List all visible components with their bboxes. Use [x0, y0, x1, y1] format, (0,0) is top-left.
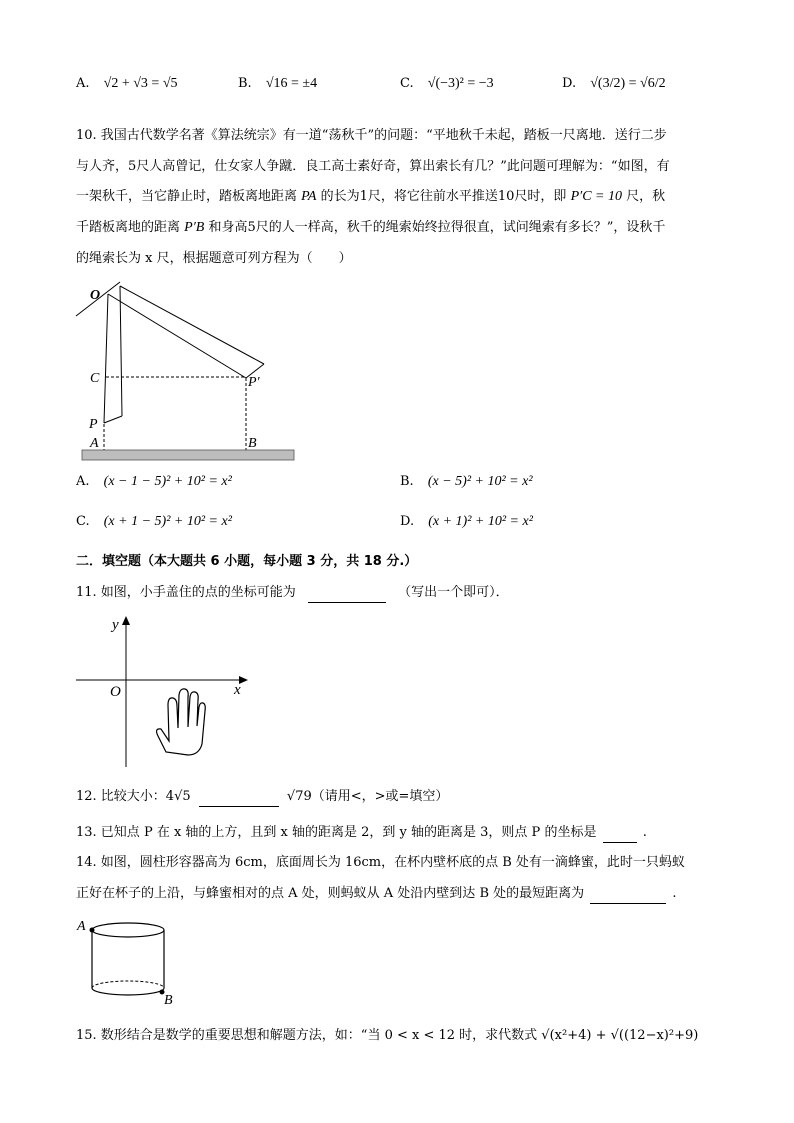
q13-period: .: [642, 825, 647, 840]
q10-line2: 与人齐，5尺人高曾记，仕女家人争蹴．良工高士素好奇，算出索长有几？”此问题可理解为：“如图，有: [76, 159, 670, 174]
q9-option-b-expr: √16 = ±4: [265, 76, 318, 91]
q9-option-c-expr: √(−3)² = −3: [427, 76, 494, 91]
q9-option-a: [76, 76, 178, 92]
label-b: B: [248, 436, 257, 451]
q10-option-c-label: C.: [76, 514, 90, 529]
q10-option-c-expr: (x + 1 − 5)² + 10² = x²: [103, 514, 232, 529]
q10-line3-b: 的长为1尺，将它往前水平推送10尺时，即: [320, 189, 567, 204]
q10-line5: 的绳索长为 x 尺，根据题意可列方程为（ ）: [76, 251, 352, 266]
y-axis-arrow: [122, 616, 130, 625]
q10-line4: [76, 218, 665, 238]
cylinder-figure: [72, 912, 192, 1012]
origin-label: O: [110, 684, 121, 700]
q12-text: [76, 787, 448, 807]
q10-option-a-expr: (x − 1 − 5)² + 10² = x²: [103, 474, 232, 489]
q10-option-a-label: A.: [76, 474, 90, 489]
x-axis-label: x: [234, 682, 241, 698]
section2-title: 二．填空题（本大题共 6 小题，每小题 3 分，共 18 分.）: [76, 554, 418, 569]
label-cyl-b: B: [164, 993, 173, 1008]
q14-line1: 14. 如图，圆柱形容器高为 6cm，底面周长为 16cm，在杯内壁杯底的点 B 处有一滴蜂蜜，此时一只蚂蚁: [76, 855, 685, 870]
label-cyl-a: A: [77, 919, 86, 934]
q9-option-a-expr: √2 + √3 = √5: [103, 76, 178, 91]
rope-left-rest: [104, 294, 108, 423]
q10-pb: P′B: [184, 220, 205, 235]
cylinder-bottom-back: [92, 981, 164, 988]
q11-text: [76, 583, 509, 603]
q9-option-c: [400, 76, 494, 92]
cylinder-top: [92, 923, 164, 937]
hand-icon: [157, 689, 206, 755]
q11-text-a: 11. 如图，小手盖住的点的坐标可能为: [76, 585, 296, 600]
q10-option-b-expr: (x − 5)² + 10² = x²: [427, 474, 533, 489]
q14-period: .: [672, 886, 677, 901]
q10-option-d-expr: (x + 1)² + 10² = x²: [428, 514, 533, 529]
point-a: [90, 928, 95, 933]
q13-text: [76, 823, 647, 843]
ground: [82, 450, 294, 460]
rope-pushed-upper: [120, 286, 264, 364]
label-c: C: [90, 371, 100, 386]
label-p-prime: P′: [248, 375, 260, 390]
label-p: P: [89, 417, 98, 432]
label-o: O: [90, 288, 101, 303]
q11-answer-blank[interactable]: [308, 588, 386, 603]
q10-option-c: [76, 514, 232, 530]
q14-line2-text: 正好在杯子的上沿，与蜂蜜相对的点 A 处，则蚂蚁从 A 处沿内壁到达 B 处的最短距离为: [76, 886, 585, 901]
q10-line3-a: 一架秋千，当它静止时，踏板离地距离: [76, 189, 298, 204]
q15-text: 15. 数形结合是数学的重要思想和解题方法，如：“当 0 < x < 12 时，求代数式 √(x²+4) + √((12−x)²+9): [76, 1028, 699, 1043]
q9-option-d-label: D.: [562, 76, 577, 91]
q10-line3: [76, 187, 665, 207]
cylinder-bottom-front: [92, 988, 164, 995]
q14-answer-blank[interactable]: [590, 889, 666, 904]
q10-pc: P′C = 10: [570, 189, 622, 204]
q10-option-a: [76, 474, 232, 490]
q10-option-b-label: B.: [400, 474, 414, 489]
q10-line4-a: 千踏板离地的距离: [76, 220, 181, 235]
q9-option-c-label: C.: [400, 76, 414, 91]
board-rest: [104, 416, 122, 423]
q10-line1: 10. 我国古代数学名著《算法统宗》有一道“荡秋千”的问题：“平地秋千未起，踏板一尺离地．送行二步: [76, 128, 667, 143]
q9-option-b: [238, 76, 317, 92]
rope-pushed-lower: [108, 294, 246, 378]
swing-figure: [70, 278, 310, 468]
q10-line3-c: 尺，秋: [626, 189, 666, 204]
q12-answer-blank[interactable]: [199, 792, 279, 807]
q10-pa: PA: [301, 189, 317, 204]
q10-line4-b: 和身高5尺的人一样高，秋千的绳索始终拉得很直，试问绳索有多长？”，设秋千: [208, 220, 666, 235]
q10-option-b: [400, 474, 533, 490]
q9-option-d-expr: √(3/2) = √6/2: [590, 76, 666, 91]
q9-option-b-label: B.: [238, 76, 252, 91]
q10-option-d: [400, 514, 533, 530]
rope-right-rest: [120, 286, 122, 416]
coordinate-figure: [70, 612, 260, 772]
label-a: A: [90, 436, 99, 451]
q10-option-d-label: D.: [400, 514, 415, 529]
y-axis-label: y: [112, 617, 119, 633]
q13-answer-blank[interactable]: [603, 828, 637, 843]
q11-text-b: （写出一个即可）．: [398, 585, 509, 600]
q9-option-d: [562, 76, 666, 92]
q14-line2: [76, 884, 677, 904]
q9-option-a-label: A.: [76, 76, 90, 91]
q13-text-body: 13. 已知点 P 在 x 轴的上方，且到 x 轴的距离是 2，到 y 轴的距离是 3，则点 P 的坐标是: [76, 825, 597, 840]
q12-text-a: 12. 比较大小：4√5: [76, 789, 191, 804]
q12-text-b: √79（请用<，>或=填空）: [286, 789, 449, 804]
